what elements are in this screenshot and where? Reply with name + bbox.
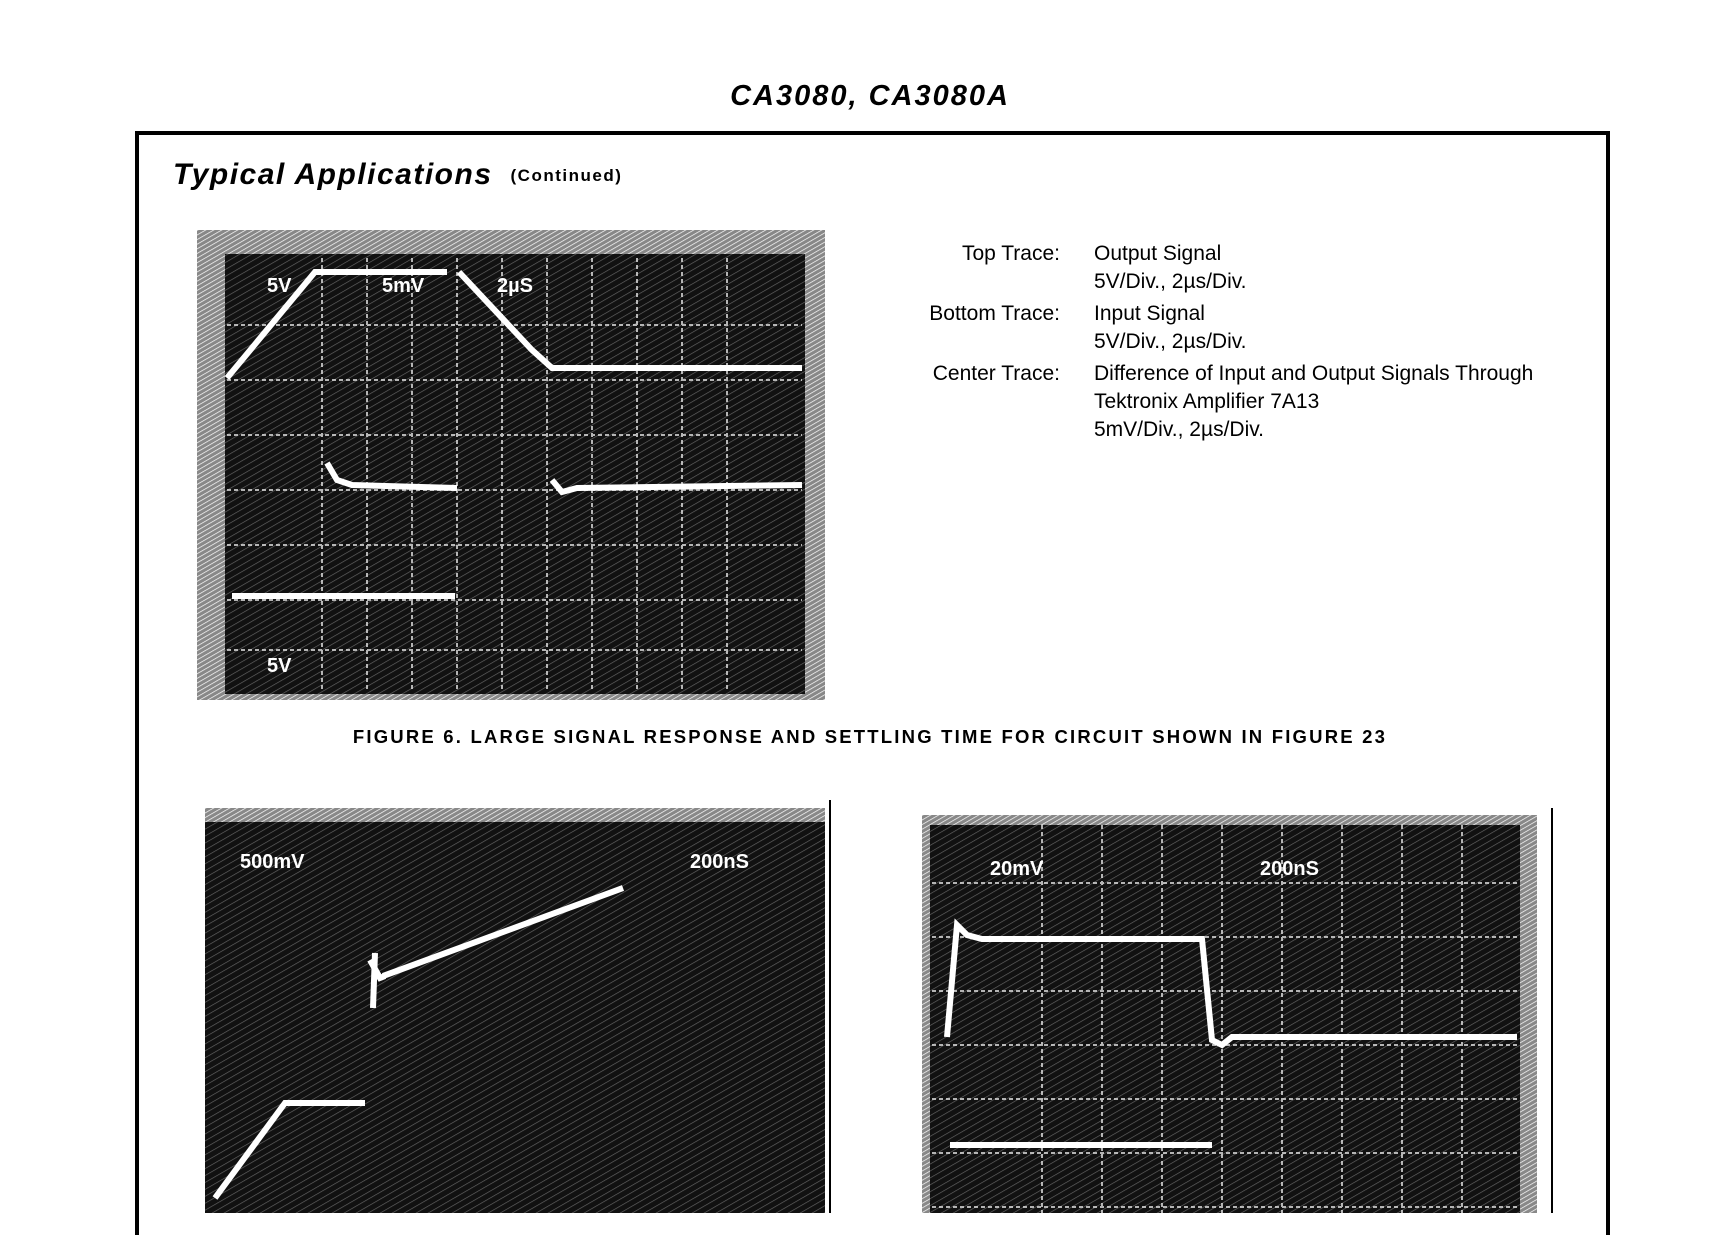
legend-line: 5mV/Div., 2µs/Div. [1094,418,1265,441]
legend-row-top-trace [880,240,1533,296]
legend-key: Top Trace: [961,242,1060,265]
figure8-volts-scale-label: 20mV [990,858,1044,880]
figure6-time-scale-label: 2µS [497,275,533,297]
legend-line: Difference of Input and Output Signals Through [1094,362,1534,385]
legend-line: Input Signal [1094,302,1205,325]
figure6-caption: FIGURE 6. LARGE SIGNAL RESPONSE AND SETTLING TIME FOR CIRCUIT SHOWN IN FIGURE 23 [352,726,1388,747]
figure7-oscilloscope-photo [205,808,825,1213]
legend-row-center-trace [880,360,1533,444]
legend-line: Tektronix Amplifier 7A13 [1094,390,1320,413]
figure-divider [829,800,831,1213]
figure6-oscilloscope-photo [197,230,825,700]
section-subtitle: (Continued) [510,166,623,186]
legend-key: Center Trace: [932,362,1060,385]
figure6-trace-legend [880,240,1533,448]
section-title [173,158,622,192]
legend-row-bottom-trace [880,300,1533,356]
figure7-volts-scale-label: 500mV [240,851,305,873]
document-title: CA3080, CA3080A [730,80,1010,112]
figure6-ch2-scale-label: 5V [267,655,292,677]
legend-line: 5V/Div., 2µs/Div. [1094,270,1247,293]
figure8-time-scale-label: 200nS [1260,858,1319,880]
figure-right-edge [1551,808,1553,1213]
figure7-time-scale-label: 200nS [690,851,749,873]
section-title-text: Typical Applications [173,158,493,191]
legend-line: 5V/Div., 2µs/Div. [1094,330,1247,353]
figure8-oscilloscope-photo [922,815,1537,1213]
legend-key: Bottom Trace: [929,302,1060,325]
figure6-center-scale-label: 5mV [382,275,425,297]
legend-line: Output Signal [1094,242,1222,265]
figure6-ch1-scale-label: 5V [267,275,292,297]
